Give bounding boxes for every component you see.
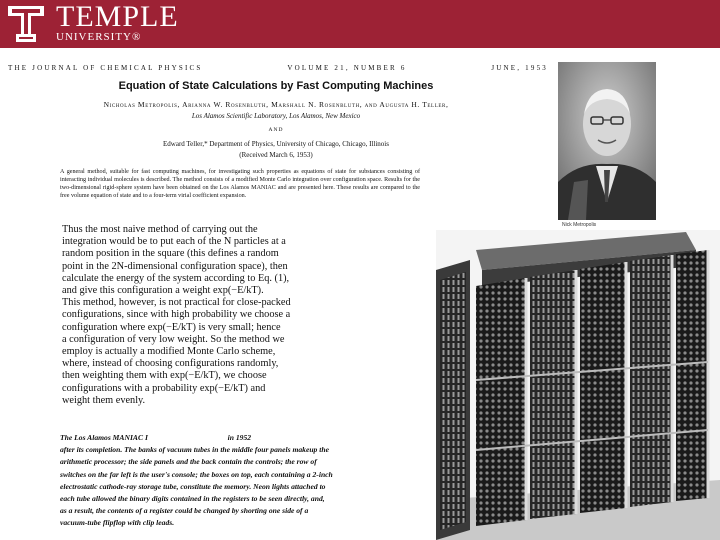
paper-received-date: (Received March 6, 1953) — [239, 151, 313, 159]
body-line: configurations with a probability exp(−E/kT) and — [62, 382, 266, 394]
journal-header — [8, 64, 548, 72]
paper-authors: Nicholas Metropolis, Arianna W. Rosenbluth, Marshall N. Rosenbluth, and Augusta H. Teller, — [103, 100, 449, 109]
body-line: configurations, since with high probability we choose a — [62, 309, 291, 321]
body-line: employ is actually a modified Monte Carlo scheme, — [62, 346, 276, 358]
paper-and: AND — [268, 127, 284, 133]
journal-date: JUNE, 1953 — [491, 64, 548, 72]
body-line: integration would be to put each of the N particles at a — [62, 236, 286, 248]
paper-affiliation-1: Los Alamos Scientific Laboratory, Los Alamos, New Mexico — [191, 112, 361, 120]
body-line: configuration where exp(−E/kT) is very small; hence — [62, 321, 281, 333]
journal-volume: VOLUME 21, NUMBER 6 — [287, 64, 407, 72]
maniac-caption — [60, 432, 382, 530]
caption-line: electrostatic cathode-ray storage tube, constitute the memory. Neon lights attached to — [60, 481, 326, 491]
caption-line: each tube allowed the binary digits contained in the registers to be seen directly, and, — [60, 494, 325, 504]
body-line: a configuration of very low weight. So the method we — [62, 333, 285, 345]
header-banner — [0, 0, 720, 48]
caption-line: as a result, the contents of a register could be changed by shorting one side of a — [60, 506, 309, 516]
body-line: calculate the energy of the system according to Eq. (1), — [62, 272, 290, 284]
body-line: weight them evenly. — [62, 394, 146, 406]
body-line: where, instead of choosing configurations randomly, — [62, 358, 279, 370]
body-line: Thus the most naive method of carrying out the — [62, 224, 258, 235]
portrait-photo — [558, 62, 656, 220]
caption-line: The Los Alamos MANIAC I in 1952 — [60, 433, 252, 442]
caption-line: arithmetic processor; the side panels and the back contain the controls; the row of — [60, 457, 317, 467]
logo-subtext: UNIVERSITY® — [56, 31, 142, 43]
paper-abstract: A general method, suitable for fast computing machines, for investigating such properties as equations of state for substances consisting of interacting individual molecules is described. The method consists of a modified Monte Carlo integration over configuration space. Results for the two-dimensional rigid-sphere system have been obtained on the Los Alamos MANIAC and are presented here. These results are compared to the free volume equation of state and to a four-term virial coefficient expansion. — [60, 169, 420, 200]
body-line: then weighting them with exp(−E/kT), we choose — [62, 370, 267, 382]
caption-line: switches on the far left is the user's console; the boxes on top, each containing a 2-inch — [60, 469, 333, 479]
body-line: random position in the square (this defines a random — [62, 248, 279, 260]
paper-affiliation-2: Edward Teller,* Department of Physics, University of Chicago, Chicago, Illinois — [163, 140, 389, 148]
maniac-computer-photo — [436, 230, 720, 540]
caption-line: vacuum-tube flipflop with clip leads. — [60, 518, 175, 528]
paper-body-excerpt — [62, 224, 330, 407]
body-line: and give this configuration a weight exp(−E/kT). — [62, 285, 264, 297]
temple-t-logo-icon — [6, 4, 46, 44]
caption-line: after its completion. The banks of vacuum tubes in the middle four panels makeup the — [60, 445, 329, 455]
journal-name: THE JOURNAL OF CHEMICAL PHYSICS — [8, 64, 203, 72]
portrait-label: Nick Metropolis — [562, 222, 597, 228]
paper-title: Equation of State Calculations by Fast Computing Machines — [118, 80, 434, 92]
body-line: This method, however, is not practical for close-packed — [62, 297, 291, 309]
body-line: point in the 2N-dimensional configuration space), then — [62, 260, 288, 272]
logo-wordmark: TEMPLE — [56, 0, 179, 33]
